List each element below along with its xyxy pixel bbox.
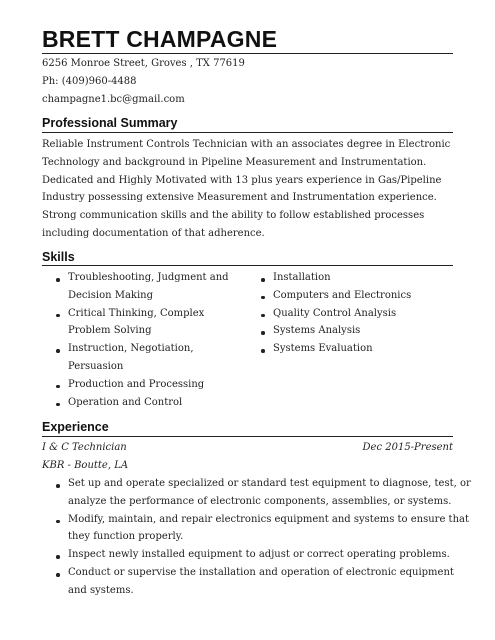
job-bullet-line: Set up and operate specialized or standard test equipment to diagnose, test, or: [68, 478, 471, 489]
summary-divider: [42, 132, 453, 133]
skill-item: Installation: [273, 272, 331, 283]
summary-line: Strong communication skills and the ability to follow established processes: [42, 210, 425, 222]
skill-item: Systems Evaluation: [273, 343, 373, 355]
bullet-icon: [261, 278, 265, 282]
contact-email: champagne1.bc@gmail.com: [42, 94, 185, 105]
contact-address: 6256 Monroe Street, Groves , TX 77619: [42, 58, 245, 69]
bullet-icon: [56, 349, 60, 353]
candidate-name: BRETT CHAMPAGNE: [42, 26, 278, 52]
experience-heading: Experience: [42, 420, 109, 434]
experience-divider: [42, 436, 453, 437]
skill-item: Production and Processing: [68, 378, 205, 390]
skills-heading: Skills: [42, 250, 75, 264]
summary-line: Dedicated and Highly Motivated with 13 plus years experience in Gas/Pipeline: [42, 174, 442, 186]
summary-line: Industry possessing extensive Measurement and Instrumentation experience.: [42, 192, 437, 204]
summary-line: Reliable Instrument Controls Technician with an associates degree in Electronic: [42, 139, 451, 150]
bullet-icon: [56, 314, 60, 318]
skill-item: Computers and Electronics: [273, 289, 412, 301]
summary-line: including documentation of that adherence.: [42, 228, 265, 239]
header-divider: [42, 53, 453, 54]
job-bullet-line: they function properly.: [68, 531, 184, 543]
job-bullet-line: Modify, maintain, and repair electronics equipment and systems to ensure that: [68, 513, 469, 525]
contact-phone: Ph: (409)960-4488: [42, 76, 137, 87]
bullet-icon: [56, 573, 60, 577]
job-company: KBR - Boutte, LA: [42, 460, 129, 471]
bullet-icon: [56, 520, 60, 524]
bullet-icon: [261, 314, 265, 318]
summary-heading: Professional Summary: [42, 116, 178, 130]
skill-item: Instruction, Negotiation,: [68, 343, 194, 355]
summary-line: Technology and background in Pipeline Measurement and Instrumentation.: [42, 156, 427, 168]
job-bullet-line: Inspect newly installed equipment to adjust or correct operating problems.: [68, 549, 450, 561]
job-bullet-line: Conduct or supervise the installation and operation of electronic equipment: [68, 567, 454, 578]
skill-item: Systems Analysis: [273, 325, 361, 337]
bullet-icon: [56, 385, 60, 389]
skill-item: Operation and Control: [68, 396, 183, 408]
bullet-icon: [56, 484, 60, 488]
skill-item: Decision Making: [68, 289, 154, 301]
bullet-icon: [56, 555, 60, 559]
job-title: I & C Technician: [42, 442, 127, 453]
skill-item: Problem Solving: [68, 325, 152, 337]
skill-item: Quality Control Analysis: [273, 307, 397, 319]
bullet-icon: [261, 331, 265, 335]
bullet-icon: [261, 349, 265, 353]
skill-item: Persuasion: [68, 361, 124, 372]
job-dates: Dec 2015-Present: [362, 442, 453, 453]
job-bullet-line: and systems.: [68, 584, 134, 596]
bullet-icon: [56, 278, 60, 282]
bullet-icon: [56, 403, 60, 407]
skill-item: Troubleshooting, Judgment and: [68, 272, 229, 283]
skills-divider: [42, 265, 453, 266]
job-bullet-line: analyze the performance of electronic components, assemblies, or systems.: [68, 495, 452, 507]
bullet-icon: [261, 296, 265, 300]
skill-item: Critical Thinking, Complex: [68, 307, 205, 319]
